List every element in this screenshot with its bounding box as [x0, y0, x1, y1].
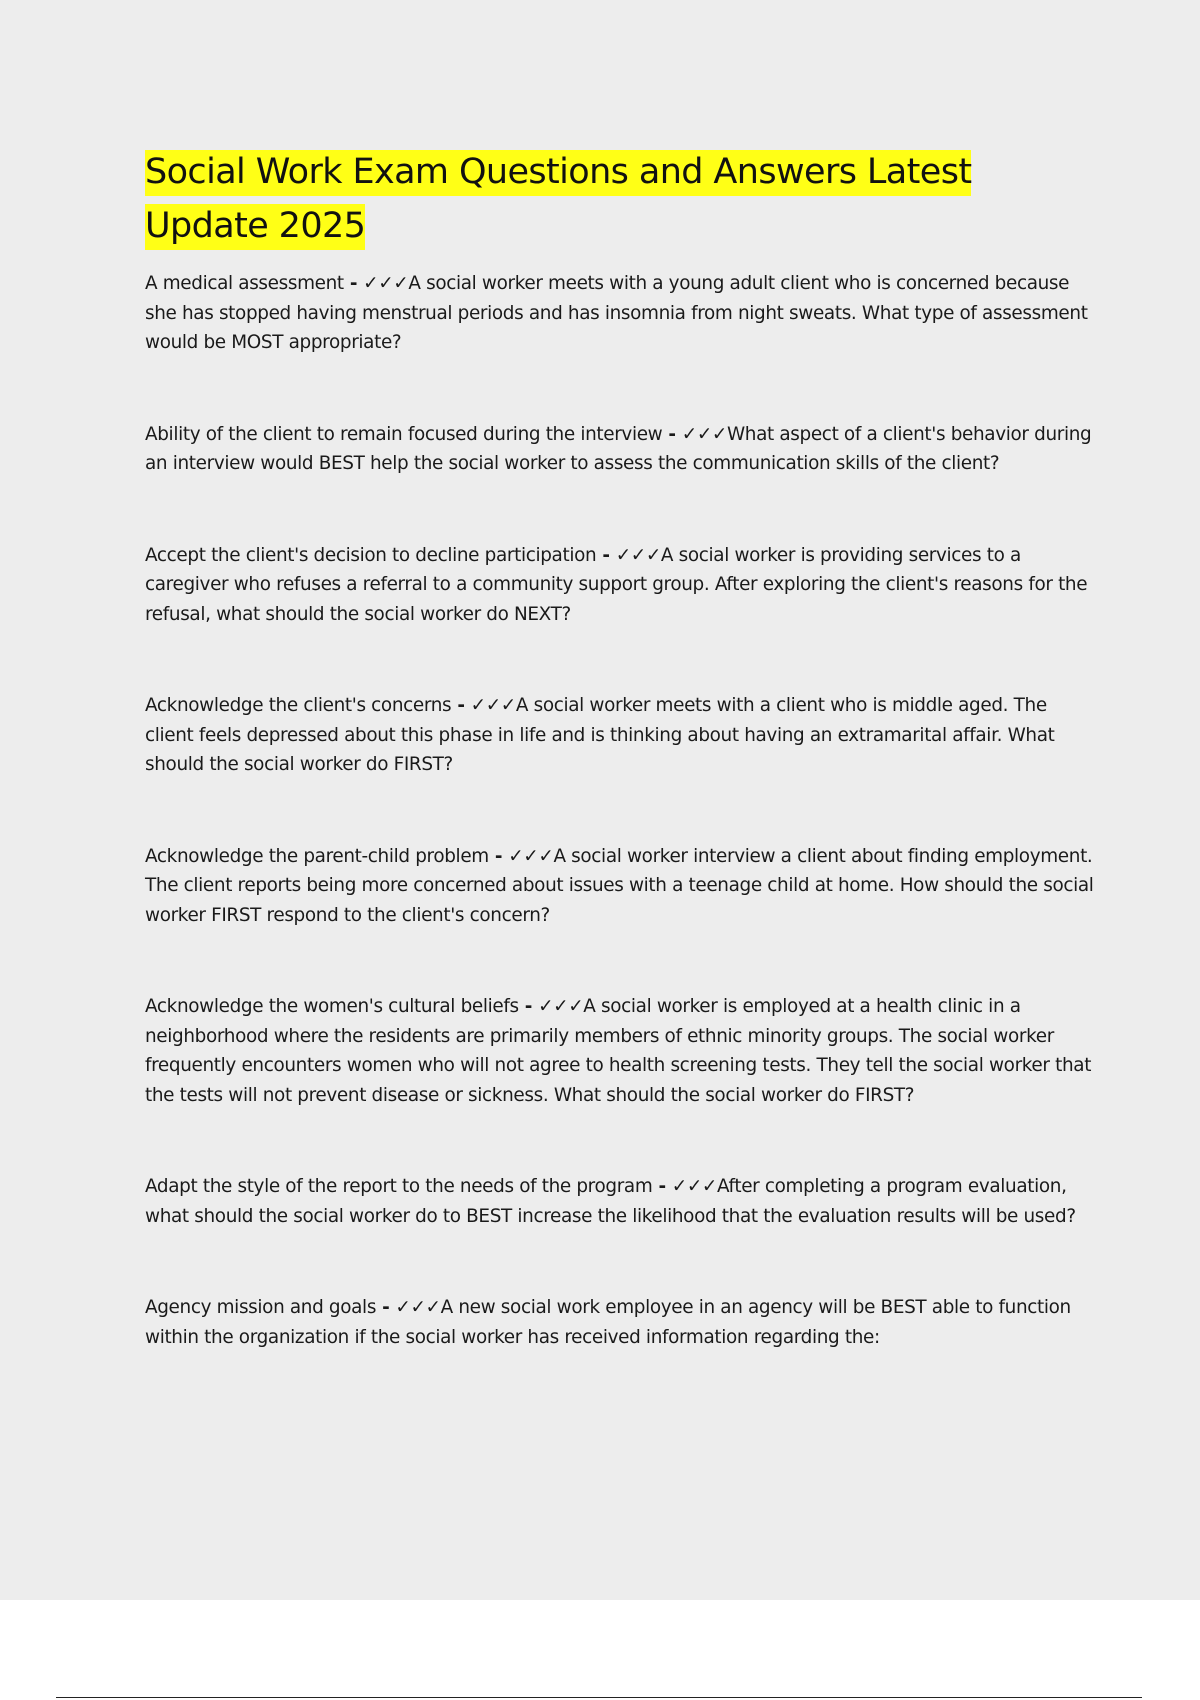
qa-entry	[145, 691, 1095, 780]
qa-answer: Acknowledge the women's cultural beliefs	[145, 996, 519, 1017]
qa-answer: Accept the client's decision to decline participation	[145, 544, 597, 566]
qa-question: A social worker meets with a client who is middle aged. The client feels depressed about this phase in life and is thinking about having an extramarital affair. What should the social worker do FIRST?	[145, 695, 1055, 775]
checkmark-separator: - ✓✓✓	[488, 845, 554, 867]
qa-question: A social worker interview a client about finding employment. The client reports being more concerned about issues with a teenage child at home. How should the social worker FIRST respond to the client's concern?	[145, 845, 1094, 926]
checkmark-separator: - ✓✓✓	[662, 423, 727, 445]
qa-question: A new social work employee in an agency will be BEST able to function within the organization if the social worker has received information regarding the:	[145, 1297, 1071, 1348]
qa-entry	[145, 420, 1095, 479]
qa-answer: A medical assessment	[145, 273, 344, 294]
checkmark-separator: - ✓✓✓	[451, 695, 516, 716]
document-title	[145, 145, 1095, 253]
checkmark-separator: - ✓✓✓	[596, 544, 661, 566]
qa-entry	[145, 541, 1095, 630]
document-title-text: Social Work Exam Questions and Answers Latest Update 2025	[145, 150, 971, 250]
qa-question: A social worker is employed at a health clinic in a neighborhood where the residents are primarily members of ethnic minority groups. The social worker frequently encounters women who will not agree to health screening tests. They tell the social worker that the tests will not prevent disease or sickness. What should the social worker do FIRST?	[145, 996, 1092, 1106]
qa-answer: Acknowledge the client's concerns	[145, 695, 452, 716]
qa-answer: Agency mission and goals	[145, 1297, 377, 1318]
qa-entry	[145, 269, 1095, 358]
checkmark-separator: - ✓✓✓	[652, 1176, 717, 1197]
qa-question: A social worker is providing services to a caregiver who refuses a referral to a community support group. After exploring the client's reasons for the refusal, what should the social worker do NEXT?	[145, 544, 1088, 625]
qa-entry	[145, 992, 1095, 1110]
qa-answer: Ability of the client to remain focused during the interview	[145, 423, 663, 445]
qa-entry	[145, 842, 1095, 931]
qa-answer: Acknowledge the parent-child problem	[145, 845, 489, 867]
qa-question: A social worker meets with a young adult client who is concerned because she has stopped having menstrual periods and has insomnia from night sweats. What type of assessment would be MOST appropriate?	[145, 273, 1088, 353]
checkmark-separator: - ✓✓✓	[376, 1297, 441, 1318]
qa-question: After completing a program evaluation, what should the social worker do to BEST increase the likelihood that the evaluation results will be used?	[145, 1176, 1076, 1227]
checkmark-separator: - ✓✓✓	[518, 996, 584, 1017]
document-content	[145, 145, 1095, 1414]
qa-answer: Adapt the style of the report to the needs of the program	[145, 1176, 653, 1197]
qa-entry	[145, 1172, 1095, 1231]
bottom-divider	[56, 1697, 1142, 1698]
qa-entry	[145, 1293, 1095, 1352]
qa-question: What aspect of a client's behavior during an interview would BEST help the social worker to assess the communication skills of the client?	[145, 423, 1092, 474]
checkmark-separator: - ✓✓✓	[343, 273, 409, 294]
